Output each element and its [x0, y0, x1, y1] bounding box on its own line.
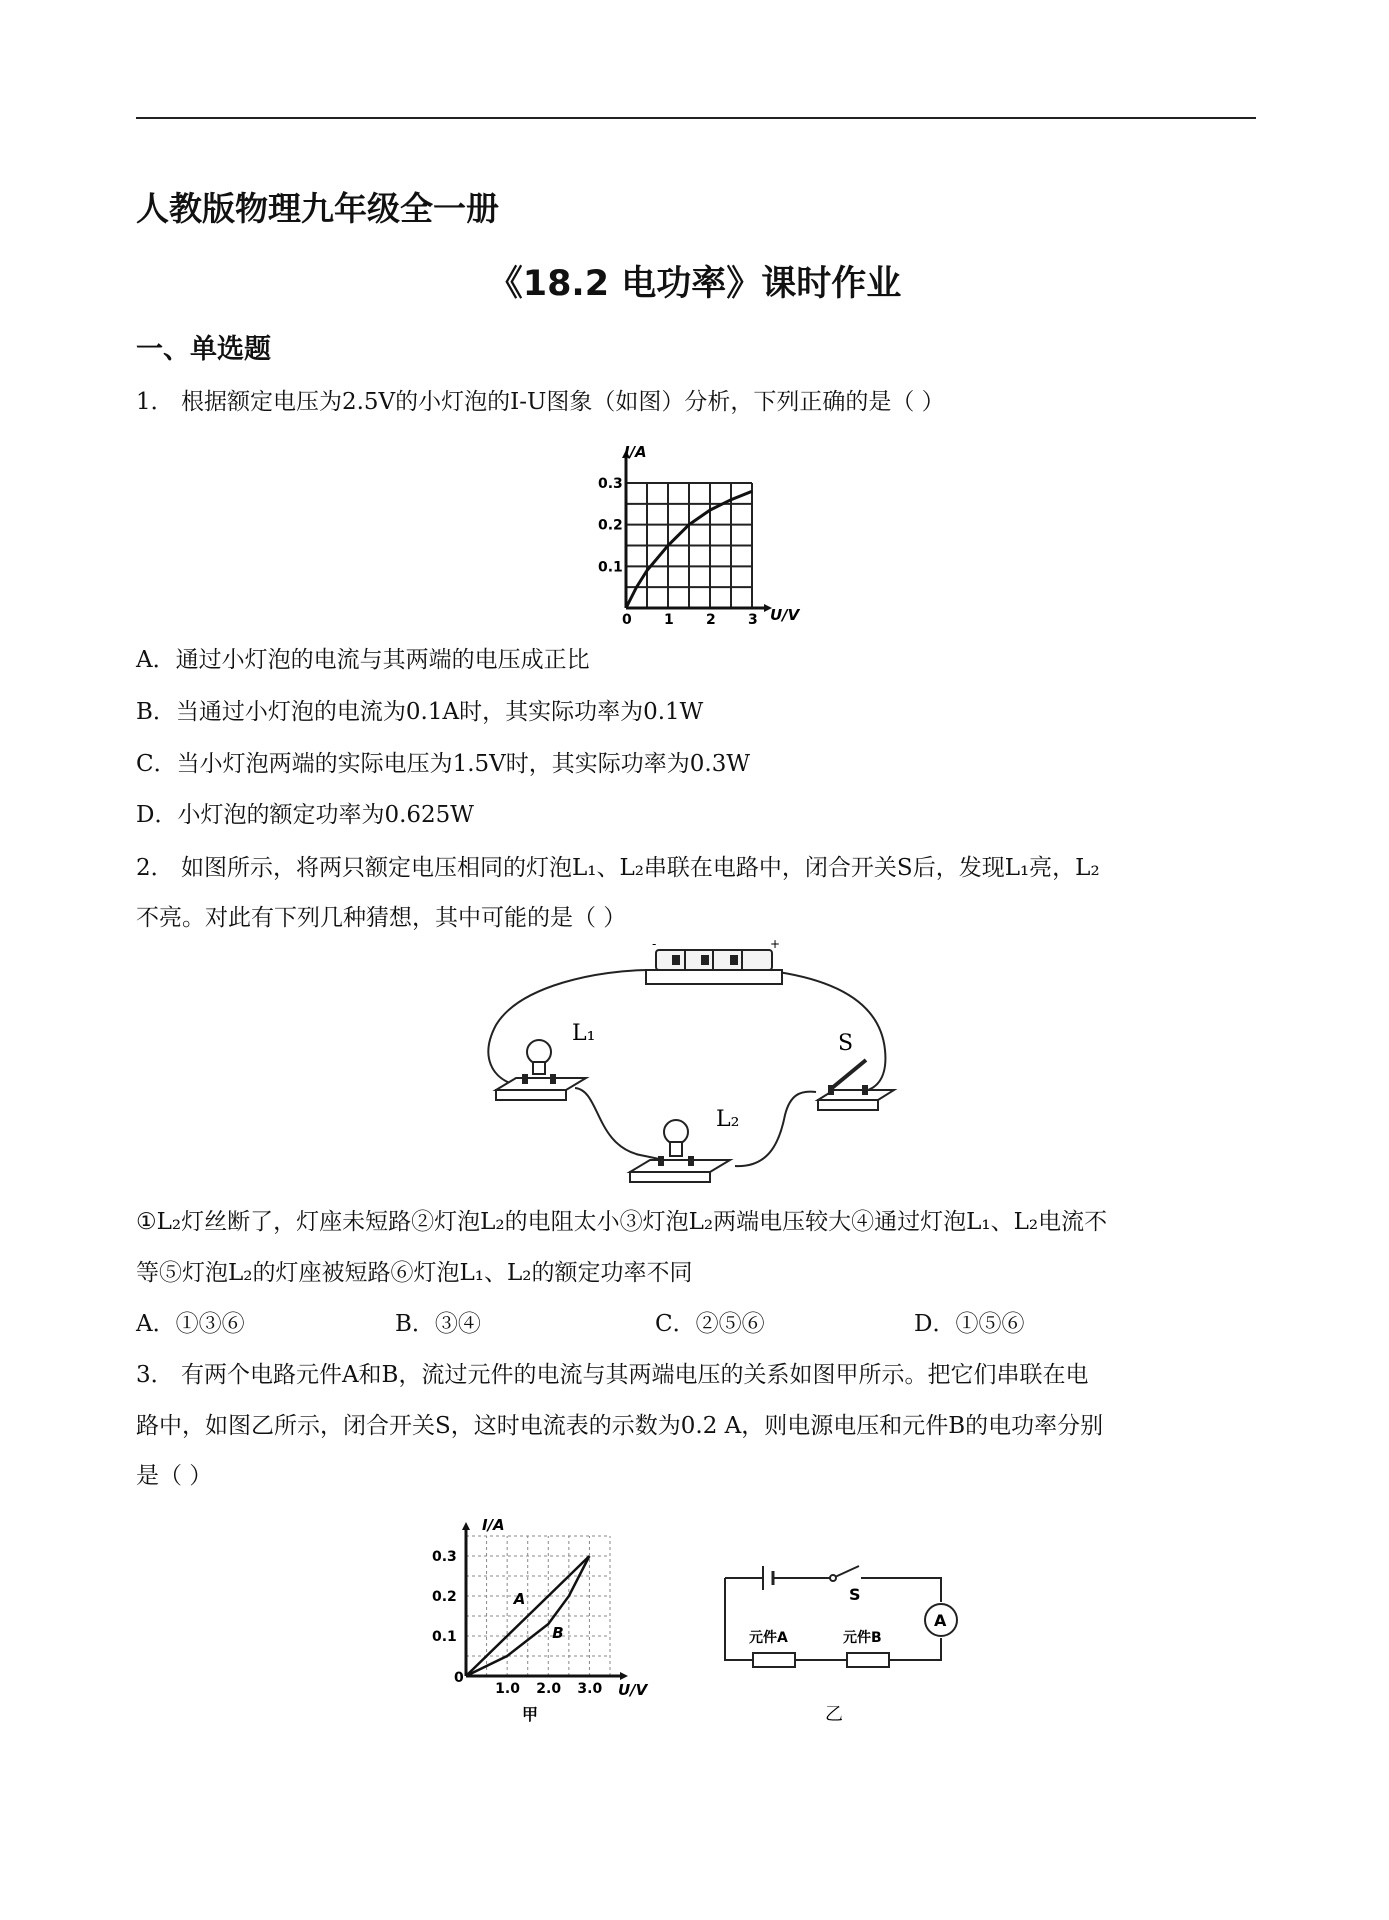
q1-x-axis-label: U/V	[770, 606, 800, 624]
q1-option-c[interactable]: C．当小灯泡两端的实际电压为1.5V时，其实际功率为0.3W	[136, 751, 751, 777]
q3-series-circuit	[715, 1560, 965, 1730]
q3-stem-line-3: 是（ ）	[136, 1463, 213, 1489]
q2-circuit-figure	[480, 940, 920, 1190]
q3-element-a-label: 元件A	[749, 1630, 788, 1646]
q2-option-c[interactable]: C．②⑤⑥	[655, 1311, 765, 1337]
q2-wire-top-left	[488, 970, 650, 1086]
q3-switch-label: S	[849, 1585, 861, 1604]
q1-stem: 1． 根据额定电压为2.5V的小灯泡的I-U图象（如图）分析，下列正确的是（ ）	[136, 389, 945, 415]
lesson-title: 《18.2 电功率》课时作业	[487, 264, 902, 304]
q3-stem-line-1: 3． 有两个电路元件A和B，流过元件的电流与其两端电压的关系如图甲所示。把它们串联在电	[136, 1362, 1089, 1388]
q1-y-tick-label: 0.3	[598, 476, 623, 492]
q2-wire-top-right	[778, 972, 885, 1092]
q3-x-tick-label: 3.0	[577, 1681, 603, 1697]
q2-guess-line-1: ①L₂灯丝断了，灯座未短路②灯泡L₂的电阻太小③灯泡L₂两端电压较大④通过灯泡L₁、L₂电流不	[136, 1209, 1108, 1235]
q3-element-a-box	[753, 1653, 795, 1667]
q3-curve-label-a: A	[513, 1590, 526, 1608]
q2-switch	[818, 1031, 894, 1110]
q1-x-tick-label: 1	[664, 612, 674, 628]
q2-label-l2: L₂	[716, 1107, 740, 1132]
q3-stem-line-2: 路中，如图乙所示，闭合开关S，这时电流表的示数为0.2 A，则电源电压和元件B的电功率分别	[136, 1413, 1104, 1439]
q1-iu-chart	[580, 440, 820, 630]
q2-stem-line-1: 2． 如图所示，将两只额定电压相同的灯泡L₁、L₂串联在电路中，闭合开关S后，发现L₁亮，L₂	[136, 855, 1100, 881]
q3-origin-label: 0	[454, 1670, 464, 1686]
q3-x-arrow	[620, 1672, 628, 1680]
q3-x-axis-label: U/V	[618, 1681, 648, 1699]
header-rule	[136, 117, 1256, 119]
q1-y-tick-label: 0.1	[598, 559, 623, 576]
q3-x-tick-label: 1.0	[495, 1681, 520, 1697]
q3-x-tick-label: 2.0	[536, 1681, 562, 1697]
q3-circuit-loop	[725, 1578, 941, 1660]
q3-iu-chart	[430, 1510, 670, 1730]
q3-y-tick-label: 0.1	[432, 1629, 457, 1645]
q2-option-d[interactable]: D．①⑤⑥	[914, 1311, 1025, 1337]
q3-y-arrow	[462, 1522, 470, 1530]
q3-element-b-label: 元件B	[843, 1630, 882, 1646]
q1-grid	[626, 483, 752, 608]
q2-battery-plus: +	[770, 940, 781, 951]
q2-battery-minus: -	[652, 940, 657, 951]
q1-option-a[interactable]: A．通过小灯泡的电流与其两端的电压成正比	[136, 647, 590, 673]
section-title: 一、单选题	[136, 334, 271, 365]
q2-wire-l2-switch	[735, 1092, 816, 1167]
q2-lamp-l2	[630, 1107, 739, 1182]
q1-x-tick-label: 3	[748, 612, 758, 628]
q2-stem-line-2: 不亮。对此有下列几种猜想，其中可能的是（ ）	[136, 905, 627, 931]
q3-switch-blade	[835, 1566, 859, 1577]
q3-fig-yi-label: 乙	[825, 1704, 843, 1725]
q2-lamp-l1	[496, 1021, 595, 1100]
q2-option-b[interactable]: B．③④	[395, 1311, 481, 1337]
q1-y-tick-label: 0.2	[598, 517, 623, 534]
q3-fig-jia-label: 甲	[522, 1705, 539, 1724]
q2-label-s: S	[838, 1031, 854, 1056]
q3-y-tick-label: 0.3	[432, 1549, 457, 1565]
q1-option-b[interactable]: B．当通过小灯泡的电流为0.1A时，其实际功率为0.1W	[136, 699, 704, 725]
q3-ammeter-label: A	[934, 1611, 947, 1630]
q2-option-a[interactable]: A．①③⑥	[136, 1311, 245, 1337]
q3-y-tick-label: 0.2	[432, 1589, 457, 1605]
q3-curve-label-b: B	[552, 1624, 564, 1642]
q2-battery	[646, 940, 782, 984]
q2-label-l1: L₁	[572, 1021, 596, 1046]
q1-option-d[interactable]: D．小灯泡的额定功率为0.625W	[136, 802, 474, 828]
q1-x-tick-label: 2	[706, 612, 716, 628]
book-title: 人教版物理九年级全一册	[136, 189, 499, 228]
q2-guess-line-2: 等⑤灯泡L₂的灯座被短路⑥灯泡L₁、L₂的额定功率不同	[136, 1260, 693, 1286]
q1-x-tick-label: 0	[622, 612, 632, 628]
q1-y-axis-label: I/A	[624, 443, 647, 461]
q3-y-axis-label: I/A	[482, 1516, 505, 1534]
q3-element-b-box	[847, 1653, 889, 1667]
